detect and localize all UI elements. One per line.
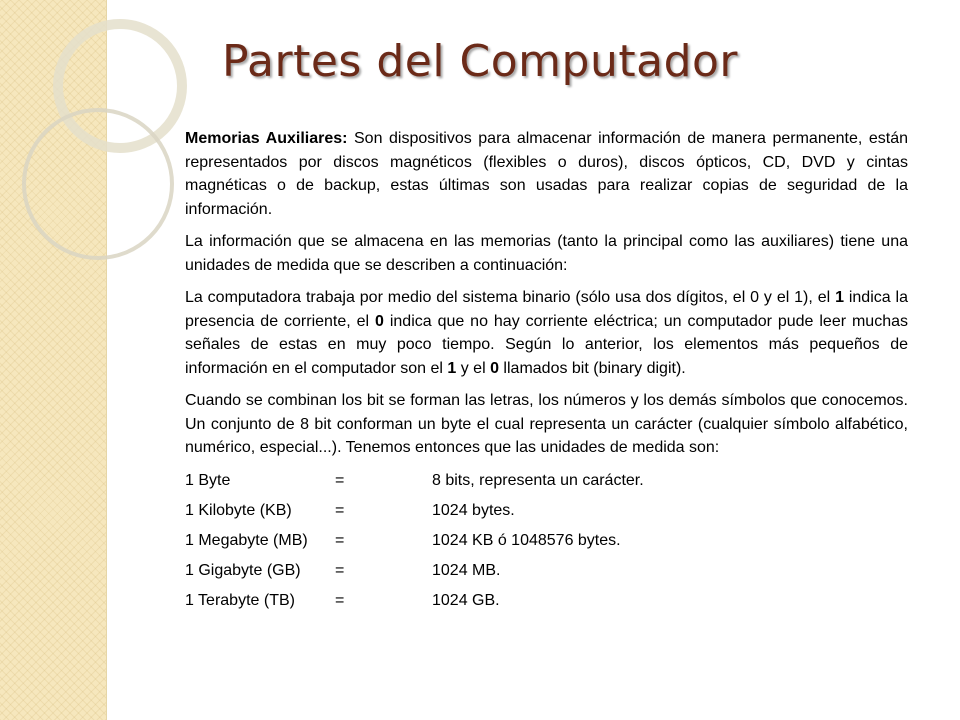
paragraph-text: Son dispositivos para almacenar información de manera permanente, están representados por discos magnéticos (flexibles o duros), discos ópticos, CD, DVD y cintas magnéticas o de backup, estas últimas son usadas para realizar copias de seguridad de la información. [185,130,909,218]
unit-equals: = [335,501,345,519]
unit-name: 1 Kilobyte (KB) [185,501,292,519]
paragraph-sistema-binario [185,286,908,380]
unit-equals: = [335,591,345,609]
unit-name: 1 Gigabyte (GB) [185,561,301,579]
paragraph-memorias-auxiliares [185,127,908,221]
unit-name: 1 Megabyte (MB) [185,531,308,549]
slide-body [185,127,908,619]
bold-digit-one: 1 [447,359,457,377]
text-segment: llamados bit (binary digit). [498,359,686,377]
unit-value: 1024 GB. [432,591,500,609]
paragraph-bit-byte: Cuando se combinan los bit se forman las letras, los números y los demás símbolos que conocemos. Un conjunto de 8 bit conforman un byte el cual representa un carácter (cualquier símbolo alfabético, numérico, especial...). Tenemos entonces que las unidades de medida son: [185,392,908,456]
unit-equals: = [335,471,345,489]
text-segment: indica la presencia de corriente, el [185,289,908,330]
units-table [185,469,908,619]
slide-title: Partes del Computador [221,36,739,87]
unit-value: 1024 KB ó 1048576 bytes. [432,531,621,549]
unit-row-kilobyte [185,499,908,529]
unit-value: 1024 bytes. [432,501,515,519]
bold-digit-one: 1 [835,289,844,306]
bold-digit-zero: 0 [490,359,499,377]
unit-row-terabyte [185,589,908,619]
side-band-edge [106,0,107,720]
unit-name: 1 Terabyte (TB) [185,591,295,609]
text-segment: indica que no hay corriente eléctrica; un computador pude leer muchas señales de estas en muy poco tiempo. Según lo anterior, los elementos más pequeños de información en el computador son el [185,312,908,377]
paragraph-unidades-intro: La información que se almacena en las memorias (tanto la principal como las auxiliares) tiene una unidades de medida que se describen a continuación: [185,233,908,274]
text-segment: y el [456,359,491,377]
unit-row-gigabyte [185,559,908,589]
unit-row-byte [185,469,908,499]
unit-value: 1024 MB. [432,561,501,579]
unit-value: 8 bits, representa un carácter. [432,471,644,489]
unit-equals: = [335,561,345,579]
text-segment: La computadora trabaja por medio del sistema binario (sólo usa dos dígitos, el 0 y el 1), el [185,289,836,306]
decorative-side-band [0,0,106,720]
unit-name: 1 Byte [185,471,231,489]
unit-row-megabyte [185,529,908,559]
bold-digit-zero: 0 [375,312,384,330]
term-memorias-auxiliares: Memorias Auxiliares: [185,130,348,147]
unit-equals: = [335,531,345,549]
